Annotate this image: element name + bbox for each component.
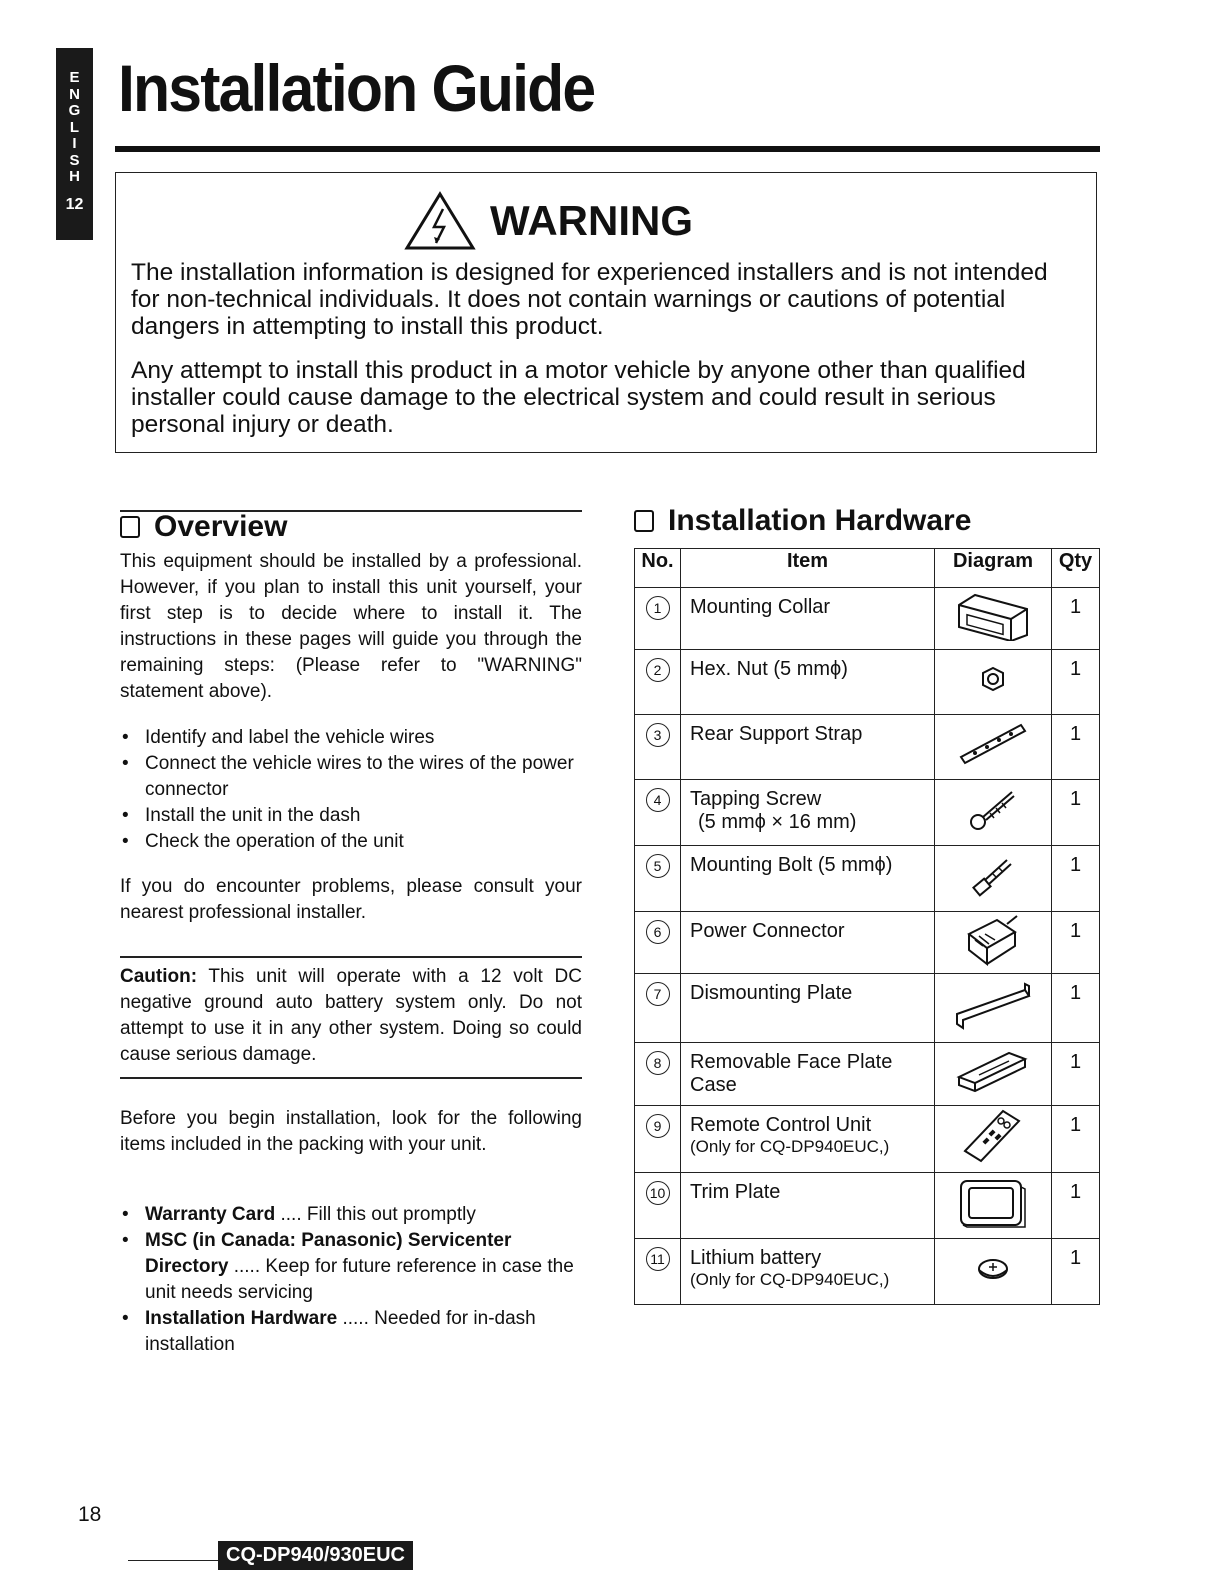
item-qty: 1 <box>1052 1043 1100 1106</box>
table-header-row <box>635 549 1100 588</box>
item-name: Hex. Nut (5 mmϕ) <box>681 650 935 715</box>
item-qty: 1 <box>1052 974 1100 1043</box>
table-row <box>635 1106 1100 1173</box>
power-connector-icon <box>963 914 1023 966</box>
item-number: 11 <box>646 1247 670 1271</box>
model-label: CQ-DP940/930EUC <box>218 1541 413 1570</box>
warning-paragraph-1: The installation information is designed for experienced installers and is not intended for non-technical individuals. It does not contain warnings or cautions of potential dangers in attempting to install this product. <box>131 259 1048 340</box>
item-number: 6 <box>646 920 670 944</box>
column-header-item: Item <box>681 549 935 588</box>
item-number: 10 <box>646 1181 670 1205</box>
item-number: 5 <box>646 854 670 878</box>
item-name: Rear Support Strap <box>681 715 935 780</box>
caution-label: Caution: <box>120 966 198 987</box>
item-name: Removable Face Plate Case <box>681 1043 935 1106</box>
page-title: Installation Guide <box>118 51 595 125</box>
item-note: (Only for CQ-DP940EUC,) <box>690 1270 890 1289</box>
tapping-screw-icon <box>968 788 1018 832</box>
item-name: Mounting Collar <box>681 588 935 650</box>
item-name: Trim Plate <box>681 1173 935 1239</box>
remote-control-icon <box>961 1107 1025 1165</box>
item-qty: 1 <box>1052 650 1100 715</box>
table-row <box>635 650 1100 715</box>
face-plate-case-icon <box>955 1047 1031 1095</box>
table-row <box>635 588 1100 650</box>
electric-warning-icon <box>404 191 476 251</box>
item-qty: 1 <box>1052 846 1100 912</box>
lithium-battery-icon <box>976 1256 1010 1282</box>
overview-steps-list <box>120 725 582 855</box>
warning-paragraph-2: Any attempt to install this product in a motor vehicle by anyone other than qualified installer could cause damage to the electrical system and could result in serious personal injury or death. <box>131 357 1026 438</box>
warning-header <box>404 191 693 251</box>
item-name: Lithium battery (Only for CQ-DP940EUC,) <box>681 1239 935 1305</box>
table-row <box>635 1043 1100 1106</box>
item-number: 7 <box>646 982 670 1006</box>
table-row <box>635 1239 1100 1305</box>
list-item: • Installation Hardware ..... Needed for in-dash installation <box>120 1306 582 1358</box>
item-number: 8 <box>646 1051 670 1075</box>
item-number: 1 <box>646 596 670 620</box>
item-qty: 1 <box>1052 912 1100 974</box>
checkbox-icon <box>634 510 654 532</box>
language-letters: E N G L I S H <box>68 69 81 185</box>
overview-heading: Overview <box>120 510 287 544</box>
item-qty: 1 <box>1052 780 1100 846</box>
table-row <box>635 715 1100 780</box>
trim-plate-icon <box>957 1177 1029 1229</box>
item-qty: 1 <box>1052 1173 1100 1239</box>
caution-bottom-rule <box>120 1077 582 1079</box>
packing-list <box>120 1202 582 1358</box>
item-number: 9 <box>646 1114 670 1138</box>
item-name: Dismounting Plate <box>681 974 935 1043</box>
item-name: Power Connector <box>681 912 935 974</box>
list-item: • Identify and label the vehicle wires <box>120 725 582 751</box>
warning-box <box>115 172 1097 453</box>
overview-intro: This equipment should be installed by a professional. However, if you plan to install this unit yourself, your first step is to decide where to install it. The instructions in these pages will guide you through the remaining steps: (Please refer to "WARNING" statement above). <box>120 551 582 702</box>
caution-text: Caution: This unit will operate with a 12 volt DC negative ground auto battery system only. Do not attempt to use it in any other system. Doing so could cause serious damage. <box>120 966 582 1065</box>
item-name: Mounting Bolt (5 mmϕ) <box>681 846 935 912</box>
title-rule <box>115 146 1100 152</box>
hardware-heading: Installation Hardware <box>634 504 971 538</box>
item-qty: 1 <box>1052 1106 1100 1173</box>
table-row <box>635 780 1100 846</box>
table-row <box>635 912 1100 974</box>
checkbox-icon <box>120 516 140 538</box>
dismounting-plate-icon <box>951 980 1035 1030</box>
before-text: Before you begin installation, look for the following items included in the packing with your unit. <box>120 1108 582 1155</box>
hex-nut-icon <box>980 666 1006 692</box>
table-row <box>635 974 1100 1043</box>
warning-title: WARNING <box>490 197 693 244</box>
list-item: • Connect the vehicle wires to the wires of the power connector <box>120 751 582 803</box>
problems-text: If you do encounter problems, please consult your nearest professional installer. <box>120 876 582 923</box>
list-item: • Install the unit in the dash <box>120 803 582 829</box>
column-header-qty: Qty <box>1052 549 1100 588</box>
item-number: 4 <box>646 788 670 812</box>
item-qty: 1 <box>1052 715 1100 780</box>
list-item: • MSC (in Canada: Panasonic) Servicenter Directory ..... Keep for future reference in case the unit needs servicing <box>120 1228 582 1306</box>
list-item: • Warranty Card .... Fill this out promptly <box>120 1202 582 1228</box>
item-note: (Only for CQ-DP940EUC,) <box>690 1137 890 1156</box>
hardware-table <box>634 548 1100 1305</box>
support-strap-icon <box>957 719 1029 769</box>
table-row <box>635 846 1100 912</box>
item-name: Tapping Screw (5 mmϕ × 16 mm) <box>681 780 935 846</box>
item-qty: 1 <box>1052 1239 1100 1305</box>
page-number: 18 <box>78 1503 102 1526</box>
item-number: 2 <box>646 658 670 682</box>
table-row <box>635 1173 1100 1239</box>
item-spec: (5 mmϕ × 16 mm) <box>698 811 857 833</box>
language-tab <box>56 48 93 240</box>
footer-rule <box>128 1560 220 1561</box>
item-name: Remote Control Unit (Only for CQ-DP940EUC,) <box>681 1106 935 1173</box>
mounting-collar-icon <box>953 591 1033 641</box>
mounting-bolt-icon <box>971 854 1015 898</box>
column-header-no: No. <box>635 549 681 588</box>
caution-top-rule <box>120 956 582 958</box>
item-qty: 1 <box>1052 588 1100 650</box>
item-number: 3 <box>646 723 670 747</box>
column-header-diagram: Diagram <box>935 549 1052 588</box>
list-item: • Check the operation of the unit <box>120 829 582 855</box>
section-number: 12 <box>65 195 84 213</box>
